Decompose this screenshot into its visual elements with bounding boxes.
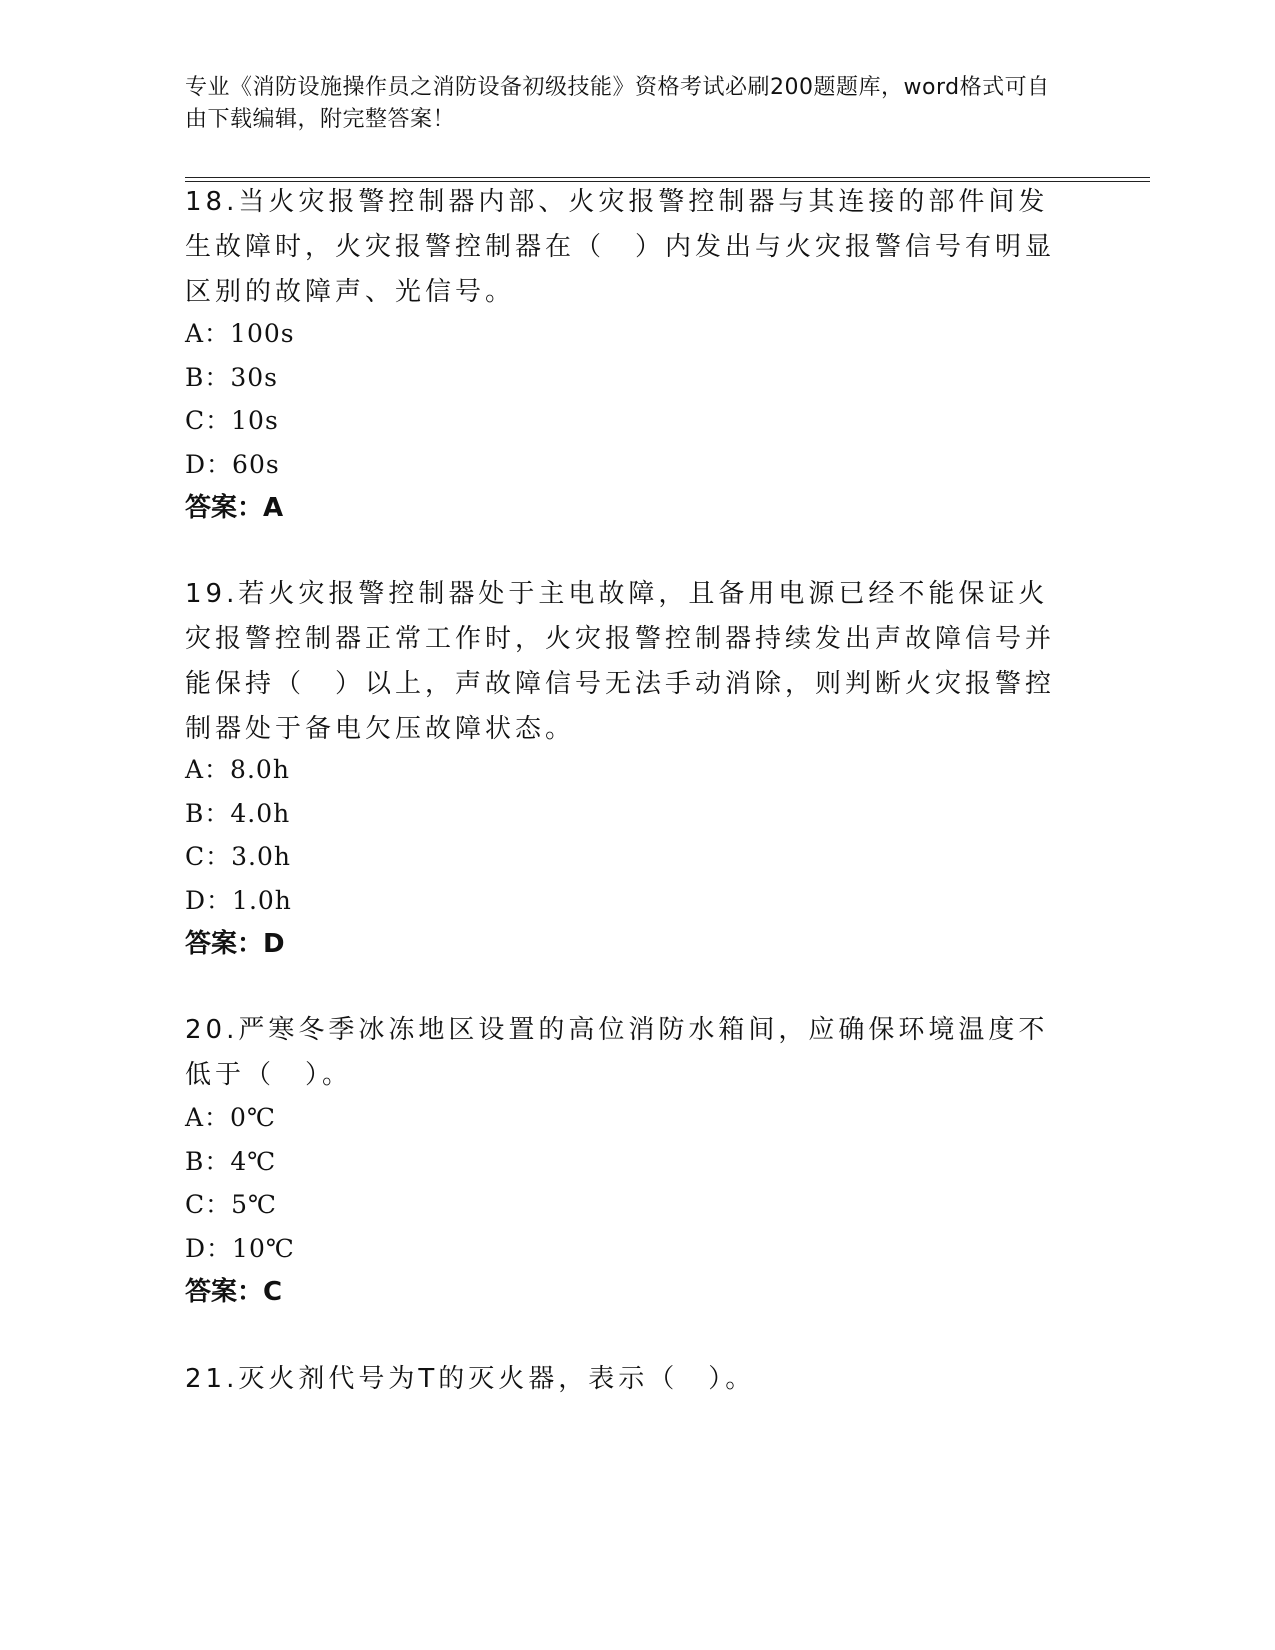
document-header: 专业《消防设施操作员之消防设备初级技能》资格考试必刷200题题库，word格式可自由下载编辑，附完整答案！ — [185, 75, 1050, 132]
question-19-option-a: A：8.0h — [185, 755, 290, 784]
question-21-stem: 21.灭火剂代号为T的灭火器，表示（ ）。 — [185, 1364, 756, 1394]
question-19-answer: 答案：D — [185, 929, 285, 959]
question-19-option-c: C：3.0h — [185, 842, 291, 871]
question-18-option-b: B：30s — [185, 363, 279, 392]
question-20-option-a: A：0℃ — [185, 1103, 276, 1132]
question-18-stem: 18.当火灾报警控制器内部、火灾报警控制器与其连接的部件间发生故障时，火灾报警控制器在（ ）内发出与火灾报警信号有明显区别的故障声、光信号。 — [185, 187, 1056, 307]
question-20-option-c: C：5℃ — [185, 1190, 278, 1219]
header-divider-top — [185, 177, 1150, 178]
question-20-stem: 20.严寒冬季冰冻地区设置的高位消防水箱间，应确保环境温度不低于（ ）。 — [185, 1015, 1049, 1090]
question-19-option-d: D：1.0h — [185, 886, 292, 915]
question-19-option-b: B：4.0h — [185, 799, 291, 828]
question-20-option-d: D：10℃ — [185, 1234, 295, 1263]
question-18-answer: 答案：A — [185, 493, 284, 523]
question-18-option-a: A：100s — [185, 319, 295, 348]
question-20-option-b: B：4℃ — [185, 1147, 277, 1176]
question-18-option-c: C：10s — [185, 406, 279, 435]
question-20-answer: 答案：C — [185, 1277, 283, 1307]
question-19-stem: 19.若火灾报警控制器处于主电故障，且备用电源已经不能保证火灾报警控制器正常工作时，火灾报警控制器持续发出声故障信号并能保持（ ）以上，声故障信号无法手动消除，则判断火灾报警控制器处于备电欠压故障状态。 — [185, 579, 1056, 744]
question-18-option-d: D：60s — [185, 450, 280, 479]
